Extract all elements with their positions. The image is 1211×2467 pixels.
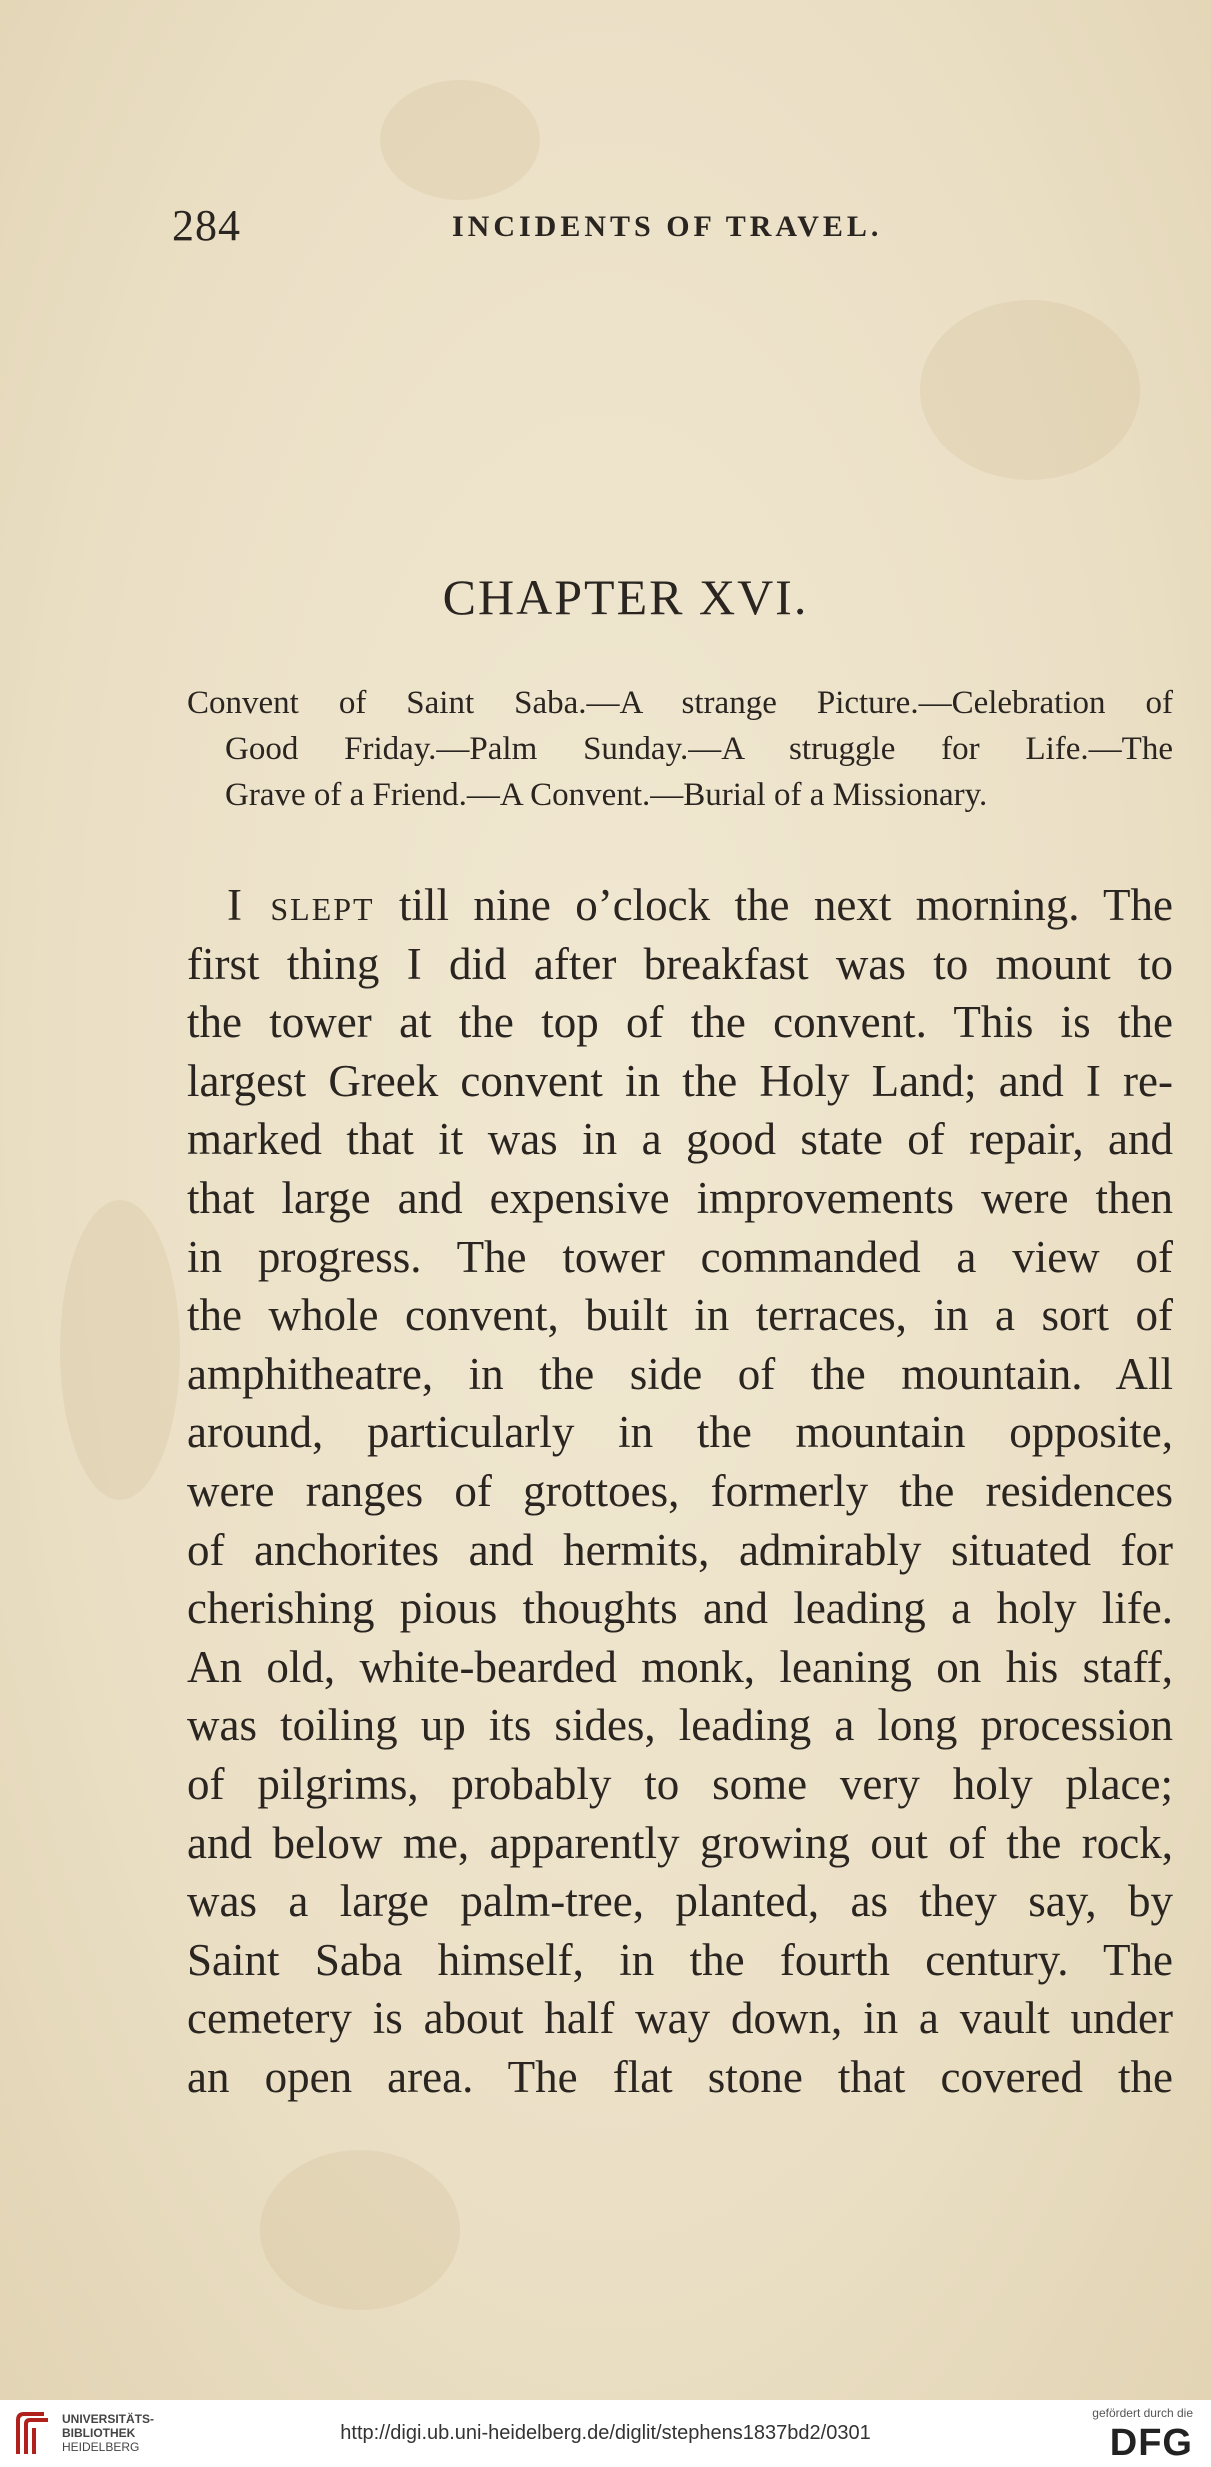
viewer-footer — [0, 2400, 1211, 2467]
body-line: in progress. The tower commanded a view of — [187, 1231, 1173, 1282]
body-line: of pilgrims, probably to some very holy place; — [187, 1758, 1173, 1809]
page-number: 284 — [172, 201, 241, 250]
library-name-line: HEIDELBERG — [62, 2440, 140, 2454]
body-line: cherishing pious thoughts and leading a holy life. — [187, 1583, 1173, 1634]
body-line: Saint Saba himself, in the fourth century. The — [187, 1934, 1173, 1985]
chapter-title: CHAPTER XVI. — [442, 569, 809, 625]
body-line: marked that it was in a good state of repair, and — [187, 1114, 1173, 1165]
body-line: the tower at the top of the convent. This is the — [187, 997, 1173, 1048]
library-name-line: UNIVERSITÄTS- — [62, 2412, 155, 2426]
page-header — [172, 200, 1172, 260]
body-text — [187, 876, 1173, 2106]
body-line: An old, white-bearded monk, leaning on his staff, — [187, 1641, 1173, 1692]
summary-line: Grave of a Friend.—A Convent.—Burial of a Missionary. — [225, 777, 988, 813]
library-name-line: BIBLIOTHEK — [62, 2426, 136, 2440]
body-line: first thing I did after breakfast was to mount to — [187, 938, 1173, 989]
body-line: around, particularly in the mountain opposite, — [187, 1407, 1173, 1458]
opening-word: I slept — [227, 880, 375, 930]
body-line: the whole convent, built in terraces, in a sort of — [187, 1290, 1173, 1341]
body-line: of anchorites and hermits, admirably situated for — [187, 1524, 1173, 1575]
body-line: and below me, apparently growing out of the rock, — [187, 1817, 1173, 1868]
running-head: INCIDENTS OF TRAVEL. — [452, 210, 883, 243]
body-line: amphitheatre, in the side of the mountain. All — [187, 1348, 1173, 1399]
dfg-logo[interactable]: DFG — [1109, 2422, 1193, 2464]
chapter-summary — [187, 680, 1173, 818]
summary-line: Good Friday.—Palm Sunday.—A struggle for Life.—The — [225, 731, 1173, 767]
first-line-text: till nine o’clock the next morning. The — [374, 880, 1173, 930]
body-line: largest Greek convent in the Holy Land; and I re- — [187, 1055, 1173, 1106]
body-line: were ranges of grottoes, formerly the residences — [187, 1465, 1173, 1516]
body-line — [187, 876, 1173, 935]
body-line: that large and expensive improvements were then — [187, 1172, 1173, 1223]
body-line: an open area. The flat stone that covered the — [187, 2051, 1173, 2102]
summary-line: Convent of Saint Saba.—A strange Picture.—Celebration of — [187, 685, 1173, 721]
source-url-link[interactable]: http://digi.ub.uni-heidelberg.de/diglit/stephens1837bd2/0301 — [340, 2422, 871, 2444]
body-line: was a large palm-tree, planted, as they say, by — [187, 1876, 1173, 1927]
body-line: was toiling up its sides, leading a long procession — [187, 1700, 1173, 1751]
funder-note: gefördert durch die — [1092, 2406, 1193, 2420]
body-line: cemetery is about half way down, in a vault under — [187, 1993, 1173, 2044]
